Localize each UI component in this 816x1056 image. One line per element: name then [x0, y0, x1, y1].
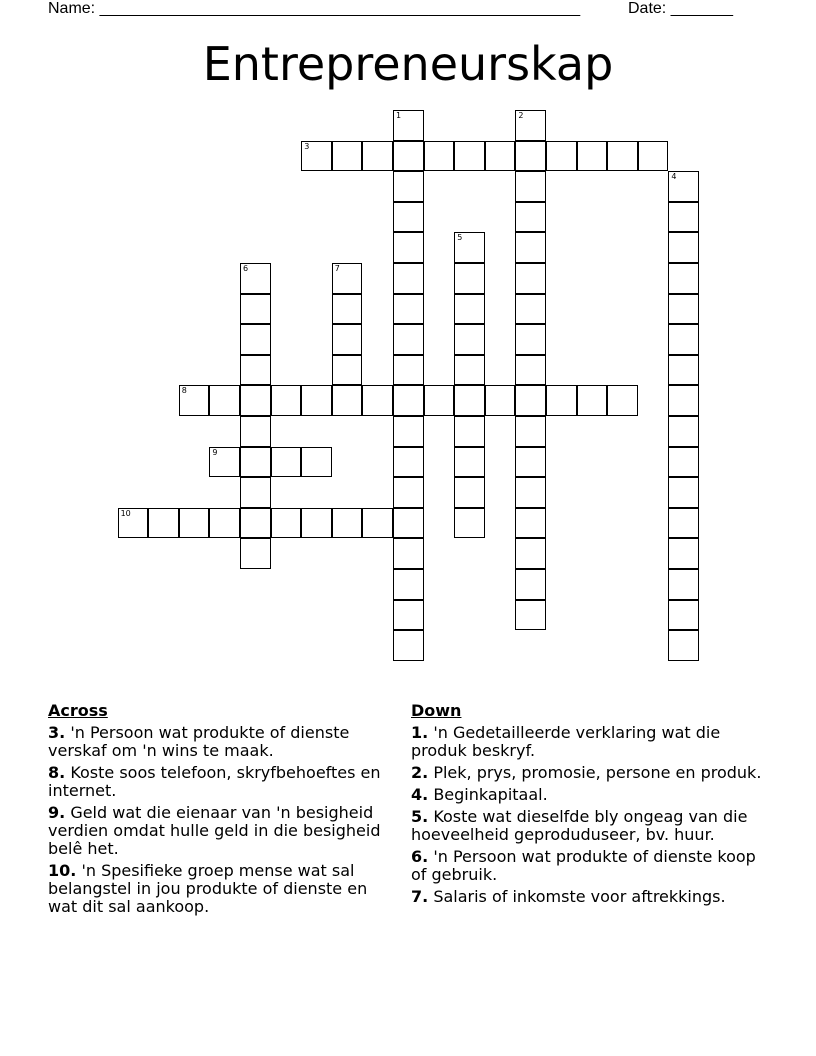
grid-cell[interactable]: [485, 141, 516, 172]
clue-down-7: 7. Salaris of inkomste voor aftrekkings.: [411, 887, 726, 906]
grid-cell[interactable]: [362, 141, 393, 172]
grid-cell[interactable]: [393, 569, 424, 600]
grid-cell[interactable]: [393, 141, 424, 172]
grid-cell[interactable]: [454, 447, 485, 478]
grid-cell[interactable]: [332, 355, 363, 386]
grid-cell[interactable]: [515, 569, 546, 600]
grid-cell[interactable]: [393, 263, 424, 294]
grid-cell[interactable]: [240, 416, 271, 447]
clue-number: 8: [181, 386, 187, 396]
grid-cell[interactable]: [332, 385, 363, 416]
across-heading: Across: [48, 701, 108, 720]
across-clues: [48, 702, 388, 920]
grid-cell[interactable]: [454, 294, 485, 325]
grid-cell[interactable]: [454, 141, 485, 172]
grid-cell[interactable]: [332, 294, 363, 325]
grid-cell[interactable]: [301, 447, 332, 478]
grid-cell[interactable]: [515, 600, 546, 631]
grid-cell[interactable]: [515, 447, 546, 478]
grid-cell[interactable]: [393, 477, 424, 508]
grid-cell[interactable]: [393, 324, 424, 355]
grid-cell[interactable]: [515, 385, 546, 416]
grid-cell[interactable]: [668, 232, 699, 263]
grid-cell[interactable]: [332, 141, 363, 172]
grid-cell[interactable]: [515, 202, 546, 233]
grid-cell[interactable]: [668, 294, 699, 325]
grid-cell[interactable]: [454, 385, 485, 416]
grid-cell[interactable]: [515, 355, 546, 386]
grid-cell[interactable]: [240, 508, 271, 539]
grid-cell[interactable]: [393, 630, 424, 661]
clue-across-10: 10. 'n Spesifieke groep mense wat sal belangstel in jou produkte of dienste en wat dit sal aankoop.: [48, 861, 368, 916]
clue-across-8: 8. Koste soos telefoon, skryfbehoeftes en internet.: [48, 763, 381, 800]
grid-cell[interactable]: [393, 538, 424, 569]
grid-cell[interactable]: [668, 202, 699, 233]
down-clues: [411, 702, 771, 910]
grid-cell[interactable]: [209, 447, 240, 478]
page-title: Entrepreneurskap: [202, 37, 614, 91]
grid-cell[interactable]: [240, 538, 271, 569]
grid-cell[interactable]: [515, 416, 546, 447]
grid-cell[interactable]: [515, 232, 546, 263]
grid-cell[interactable]: [454, 263, 485, 294]
grid-cell[interactable]: [240, 447, 271, 478]
grid-cell[interactable]: [209, 385, 240, 416]
grid-cell[interactable]: [118, 508, 149, 539]
grid-cell[interactable]: [393, 171, 424, 202]
grid-cell[interactable]: [454, 477, 485, 508]
grid-cell[interactable]: [179, 508, 210, 539]
grid-cell[interactable]: [515, 508, 546, 539]
date-field-label: Date: _______: [628, 0, 733, 17]
grid-cell[interactable]: [179, 385, 210, 416]
grid-cell[interactable]: [240, 385, 271, 416]
clue-down-2: 2. Plek, prys, promosie, persone en produk.: [411, 763, 762, 782]
grid-cell[interactable]: [577, 141, 608, 172]
grid-cell[interactable]: [271, 385, 302, 416]
grid-cell[interactable]: [393, 355, 424, 386]
grid-cell[interactable]: [515, 477, 546, 508]
grid-cell[interactable]: [454, 416, 485, 447]
grid-cell[interactable]: [515, 110, 546, 141]
grid-cell[interactable]: [240, 324, 271, 355]
grid-cell[interactable]: [668, 569, 699, 600]
grid-cell[interactable]: [668, 600, 699, 631]
grid-cell[interactable]: [240, 477, 271, 508]
grid-cell[interactable]: [454, 324, 485, 355]
grid-cell[interactable]: [668, 477, 699, 508]
grid-cell[interactable]: [577, 385, 608, 416]
grid-cell[interactable]: [362, 508, 393, 539]
grid-cell[interactable]: [668, 447, 699, 478]
clue-number: 6: [243, 264, 249, 273]
clue-number: 5: [457, 233, 463, 243]
grid-cell[interactable]: [515, 294, 546, 325]
grid-cell[interactable]: [271, 447, 302, 478]
grid-cell[interactable]: [393, 385, 424, 416]
grid-cell[interactable]: [148, 508, 179, 539]
grid-cell[interactable]: [301, 141, 332, 172]
grid-cell[interactable]: [393, 294, 424, 325]
grid-cell[interactable]: [393, 508, 424, 539]
grid-cell[interactable]: [668, 538, 699, 569]
grid-cell[interactable]: [546, 141, 577, 172]
grid-cell[interactable]: [332, 324, 363, 355]
clue-down-6: 6. 'n Persoon wat produkte of dienste koop of gebruik.: [411, 847, 756, 884]
grid-cell[interactable]: [515, 538, 546, 569]
grid-cell[interactable]: [393, 600, 424, 631]
grid-cell[interactable]: [393, 416, 424, 447]
grid-cell[interactable]: [515, 263, 546, 294]
grid-cell[interactable]: [546, 385, 577, 416]
grid-cell[interactable]: [668, 171, 699, 202]
name-field-label: Name: ______________________________________________________: [48, 0, 581, 17]
grid-cell[interactable]: [454, 355, 485, 386]
grid-cell[interactable]: [271, 508, 302, 539]
grid-cell[interactable]: [301, 385, 332, 416]
grid-cell[interactable]: [638, 141, 669, 172]
grid-cell[interactable]: [668, 630, 699, 661]
grid-cell[interactable]: [424, 141, 455, 172]
grid-cell[interactable]: [607, 141, 638, 172]
clue-across-3: 3. 'n Persoon wat produkte of dienste verskaf om 'n wins te maak.: [48, 723, 350, 760]
grid-cell[interactable]: [393, 232, 424, 263]
clue-number: 3: [304, 141, 310, 151]
grid-cell[interactable]: [240, 263, 271, 294]
grid-cell[interactable]: [515, 141, 546, 172]
grid-cell[interactable]: [607, 385, 638, 416]
grid-cell[interactable]: [424, 385, 455, 416]
grid-cell[interactable]: [332, 263, 363, 294]
grid-cell[interactable]: [515, 171, 546, 202]
grid-cell[interactable]: [454, 508, 485, 539]
grid-cell[interactable]: [240, 294, 271, 325]
down-heading: Down: [411, 701, 462, 720]
clue-down-5: 5. Koste wat dieselfde bly ongeag van die hoeveelheid geproduduseer, bv. huur.: [411, 807, 748, 844]
grid-cell[interactable]: [393, 202, 424, 233]
grid-cell[interactable]: [668, 385, 699, 416]
clue-across-9: 9. Geld wat die eienaar van 'n besigheid verdien omdat hulle geld in die besigheid belê het.: [48, 803, 381, 858]
grid-cell[interactable]: [301, 508, 332, 539]
grid-cell[interactable]: [240, 355, 271, 386]
grid-cell[interactable]: [668, 324, 699, 355]
clue-number: 7: [334, 264, 340, 273]
grid-cell[interactable]: [668, 416, 699, 447]
clue-number: 2: [518, 111, 524, 120]
clue-number: 10: [120, 508, 131, 518]
grid-cell[interactable]: [485, 385, 516, 416]
clue-number: 4: [671, 172, 677, 182]
grid-cell[interactable]: [668, 508, 699, 539]
grid-cell[interactable]: [393, 110, 424, 141]
grid-cell[interactable]: [332, 508, 363, 539]
grid-cell[interactable]: [454, 232, 485, 263]
grid-cell[interactable]: [362, 385, 393, 416]
clue-down-4: 4. Beginkapitaal.: [411, 785, 548, 804]
grid-cell[interactable]: [393, 447, 424, 478]
clue-number: 1: [396, 111, 402, 120]
grid-cell[interactable]: [668, 355, 699, 386]
clue-down-1: 1. 'n Gedetailleerde verklaring wat die produk beskryf.: [411, 723, 721, 760]
grid-cell[interactable]: [209, 508, 240, 539]
clue-number: 9: [212, 447, 218, 457]
grid-cell[interactable]: [515, 324, 546, 355]
grid-cell[interactable]: [668, 263, 699, 294]
